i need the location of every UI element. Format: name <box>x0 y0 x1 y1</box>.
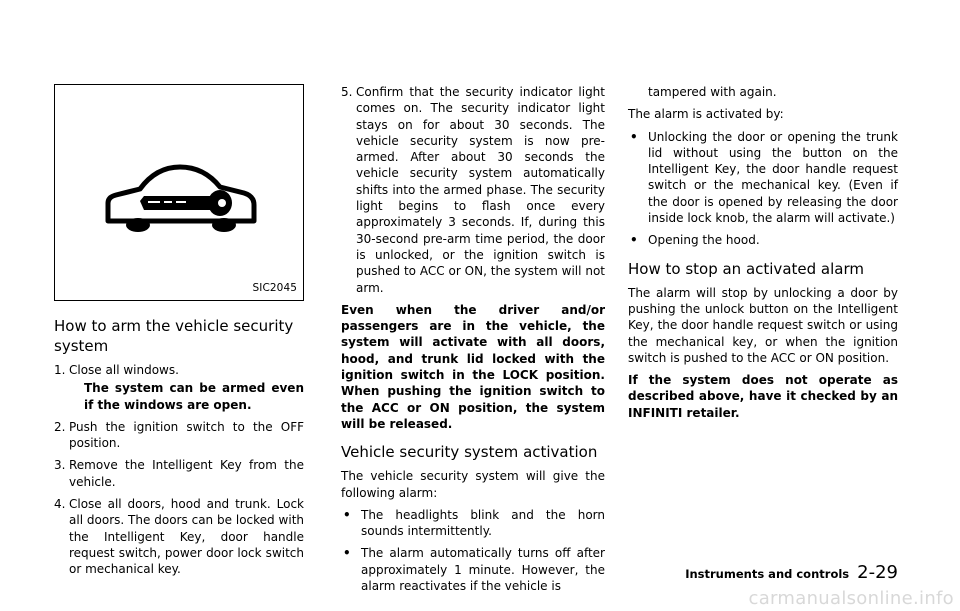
list-item <box>341 84 605 296</box>
list-item <box>54 362 304 413</box>
bullet-icon: • <box>630 129 638 144</box>
bullet-text: Opening the hood. <box>648 233 760 248</box>
list-item <box>628 129 898 227</box>
page-number: 2-29 <box>857 562 898 583</box>
page-footer <box>685 562 898 583</box>
arm-steps-list <box>54 362 304 578</box>
list-item <box>341 545 605 594</box>
step-text: Push the ignition switch to the OFF position. <box>69 419 304 451</box>
bullet-icon: • <box>630 233 638 248</box>
arm-warning: Even when the driver and/or passengers are in the vehicle, the system will activate with all doors, hood, and trunk lid locked with the ignition switch in the LOCK position. When pushing the ignition switch to the ACC or ON position, the system will be released. <box>341 302 605 431</box>
bullet-text: The headlights blink and the horn sounds intermittently. <box>361 507 605 539</box>
car-with-key-icon <box>100 163 260 233</box>
step-number: 5. <box>341 85 353 99</box>
step-number: 1. <box>54 363 66 377</box>
retailer-warning: If the system does not operate as described above, have it checked by an INFINITI retailer. <box>628 373 898 420</box>
step-number: 3. <box>54 458 66 473</box>
step-text: Remove the Intelligent Key from the vehicle. <box>69 458 304 489</box>
step-number: 4. <box>54 497 66 512</box>
step-text: Close all windows. <box>69 363 179 377</box>
activated-by-text: The alarm is activated by: <box>628 107 784 122</box>
section-heading-activation: Vehicle security system activation <box>341 443 598 462</box>
section-name: Instruments and controls <box>685 567 850 581</box>
list-item <box>54 496 304 577</box>
bullet-text: The alarm automatically turns off after approximately 1 minute. However, the alarm reactivates if the vehicle is <box>361 546 605 594</box>
step-number: 2. <box>54 419 66 434</box>
activated-by-bullets <box>628 129 898 249</box>
step-text: Confirm that the security indicator light comes on. The security indicator light stays on for about 30 seconds. The vehicle security system is now pre-armed. After about 30 seconds the vehicle security system automatically shifts into the armed phase. The security light begins to flash once every approximately 3 seconds. If, during this 30-second pre-arm time period, the door is unlocked, or the ignition switch is pushed to ACC or ON, the system will not arm. <box>356 85 605 295</box>
list-item <box>628 232 898 248</box>
watermark: carmanualsonline.info <box>748 588 954 609</box>
arm-steps-continued <box>341 84 605 296</box>
list-item <box>54 457 304 490</box>
section-heading-arm: How to arm the vehicle security system <box>54 317 294 355</box>
activation-bullets <box>341 507 605 594</box>
bullet-icon: • <box>343 507 351 522</box>
continued-text: tampered with again. <box>648 85 777 99</box>
left-column <box>54 84 304 584</box>
figure-label: SIC2045 <box>252 282 297 294</box>
section-heading-stop: How to stop an activated alarm <box>628 259 864 278</box>
bullet-icon: • <box>343 546 351 561</box>
activation-intro: The vehicle security system will give the following alarm: <box>341 469 605 500</box>
list-item <box>341 507 605 540</box>
list-item <box>54 419 304 452</box>
bullet-text: Unlocking the door or opening the trunk lid without using the button on the Intelligent Key, the door handle request switch or the mechanical key. (Even if the door is opened by releasing the door inside lock knob, the alarm will activate.) <box>648 129 898 226</box>
stop-alarm-text: The alarm will stop by unlocking a door by pushing the unlock button on the Intelligent Key, the door handle request switch or using the mechanical key, or when the ignition switch is pushed to the ACC or ON position. <box>628 285 898 365</box>
security-illustration <box>54 84 304 301</box>
step-text: Close all doors, hood and trunk. Lock all doors. The doors can be locked with the Intelligent Key, door handle request switch, power door lock switch or mechanical key. <box>69 497 304 577</box>
step-note: The system can be armed even if the windows are open. <box>84 381 304 412</box>
middle-column <box>341 84 605 600</box>
right-column <box>628 84 898 427</box>
